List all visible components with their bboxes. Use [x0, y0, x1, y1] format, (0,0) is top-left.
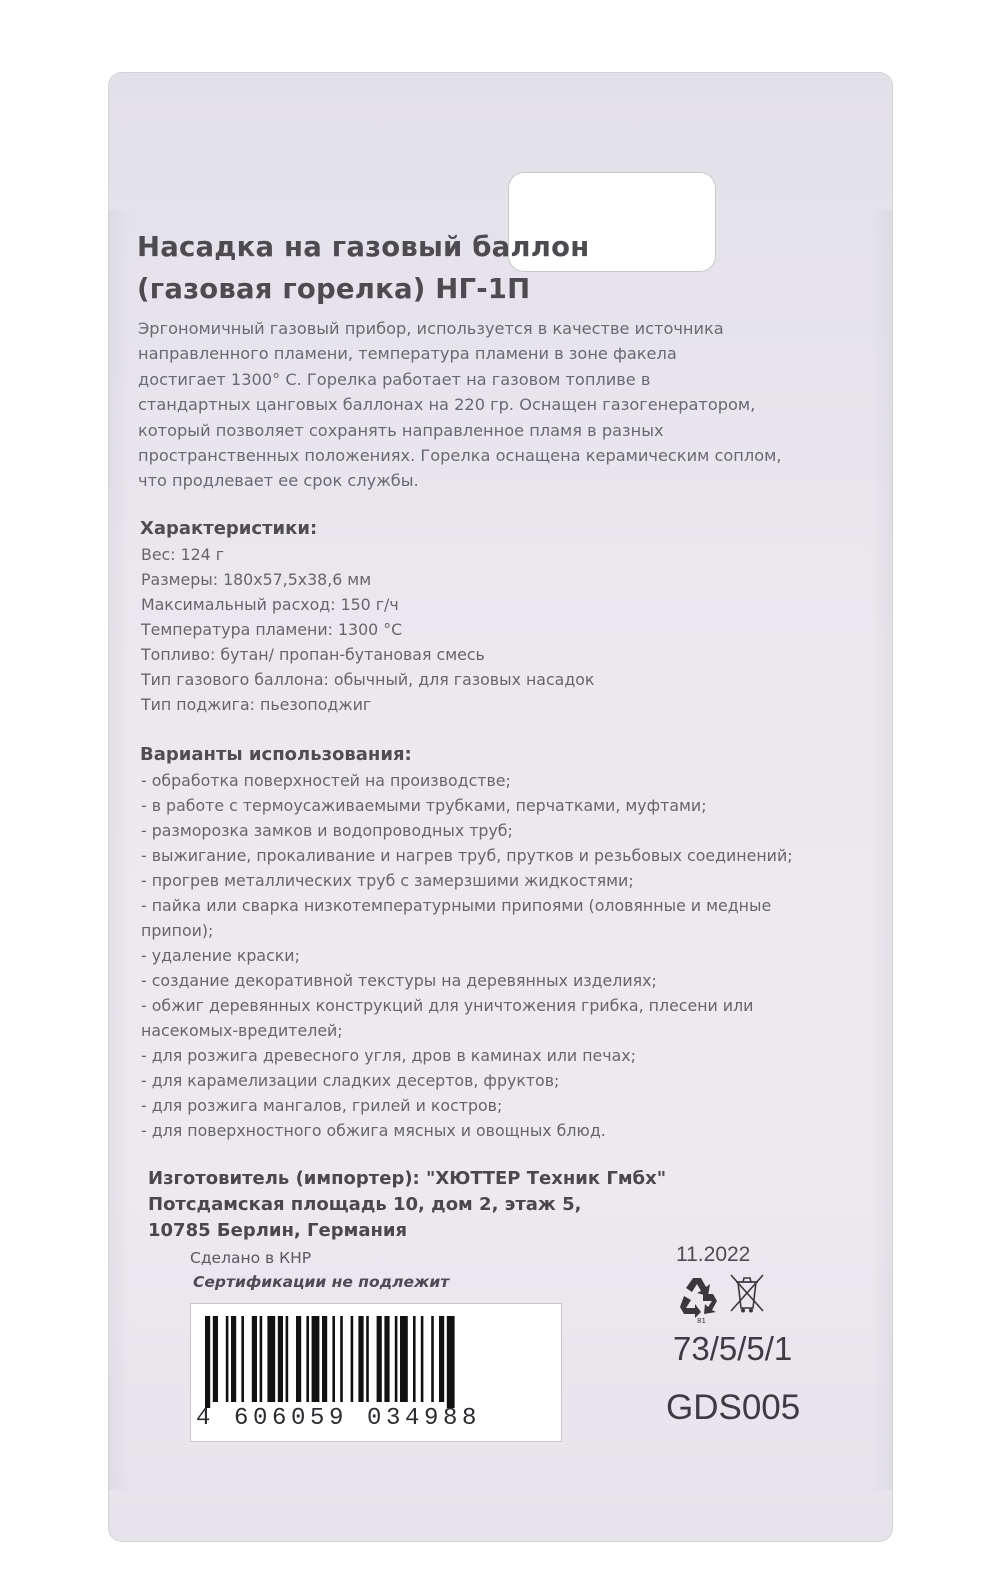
- barcode-bar: [377, 1316, 382, 1402]
- description-line: стандартных цанговых баллонах на 220 гр. Оснащен газогенератором,: [138, 395, 756, 415]
- barcode-bar: [286, 1316, 289, 1402]
- barcode-number: 4 606059 034988: [196, 1405, 482, 1432]
- barcode-bar: [260, 1316, 263, 1402]
- barcode-bar: [395, 1316, 398, 1402]
- barcode-bar: [226, 1316, 229, 1402]
- left-edge-shadow: [108, 210, 130, 1490]
- barcode-bar: [332, 1316, 335, 1402]
- barcode-bar: [322, 1316, 327, 1402]
- specs-heading: Характеристики:: [140, 518, 318, 539]
- barcode-bar: [400, 1316, 408, 1402]
- title-line-1: Насадка на газовый баллон: [137, 231, 590, 263]
- description-line: Эргономичный газовый прибор, используется в качестве источника: [138, 319, 724, 338]
- use-item: - разморозка замков и водопроводных труб;: [141, 821, 513, 840]
- use-item: - создание декоративной текстуры на деревянных изделиях;: [141, 971, 657, 990]
- product-title: [137, 226, 857, 310]
- use-item: - для розжига древесного угля, дров в каминах или печах;: [141, 1046, 636, 1065]
- crossed-bin-icon: [728, 1272, 766, 1314]
- barcode-bar: [278, 1316, 283, 1402]
- use-item: - обжиг деревянных конструкций для уничтожения грибка, плесени или насекомых-вредителей;: [141, 996, 754, 1040]
- specs-list: [141, 542, 594, 717]
- barcode-bar: [358, 1316, 363, 1402]
- production-date: 11.2022: [676, 1243, 751, 1266]
- barcode-bar: [306, 1316, 309, 1402]
- recycle-icon: [675, 1274, 725, 1324]
- description-line: который позволяет сохранять направленное пламя в разных: [138, 420, 664, 440]
- barcode-bar: [447, 1316, 455, 1408]
- manufacturer-address: Потсдамская площадь 10, дом 2, этаж 5,: [148, 1194, 582, 1215]
- spec-item: Размеры: 180х57,5х38,6 мм: [141, 570, 372, 589]
- title-line-2: (газовая горелка) НГ-1П: [137, 273, 531, 305]
- barcode-bar: [384, 1316, 389, 1402]
- barcode-bar: [340, 1316, 343, 1402]
- barcode-bar: [296, 1316, 301, 1402]
- use-item: - для поверхностного обжига мясных и овощных блюд.: [141, 1121, 606, 1140]
- manufacturer-line: Изготовитель (импортер): "ХЮТТЕР Техник Гмбх": [148, 1168, 667, 1189]
- barcode-bar: [231, 1316, 236, 1402]
- barcode-bar: [351, 1316, 354, 1402]
- made-in-label: Сделано в КНР: [190, 1249, 312, 1267]
- manufacturer-info: [148, 1166, 666, 1244]
- manufacturer-city: 10785 Берлин, Германия: [148, 1220, 408, 1241]
- use-item: - для розжига мангалов, грилей и костров;: [141, 1096, 503, 1115]
- use-item: - в работе с термоусаживаемыми трубками, перчатками, муфтами;: [141, 796, 707, 815]
- barcode-bar: [431, 1316, 434, 1402]
- description-line: направленного пламени, температура пламени в зоне факела: [138, 344, 677, 364]
- barcode-bar: [413, 1316, 416, 1402]
- description-line: что продлевает ее срок службы.: [138, 471, 419, 491]
- uses-heading: Варианты использования:: [140, 744, 412, 765]
- spec-item: Вес: 124 г: [141, 545, 225, 564]
- use-item: - обработка поверхностей на производстве;: [141, 771, 511, 790]
- barcode-bars: [201, 1316, 551, 1408]
- barcode-bar: [366, 1316, 369, 1402]
- barcode-bar: [252, 1316, 257, 1402]
- use-item: - удаление краски;: [141, 946, 300, 965]
- barcode-bar: [205, 1316, 210, 1408]
- uses-list: [141, 768, 831, 1143]
- description-line: пространственных положениях. Горелка оснащена керамическим соплом,: [138, 446, 782, 466]
- spec-item: Температура пламени: 1300 °С: [141, 620, 403, 639]
- spec-item: Тип поджига: пьезоподжиг: [141, 695, 372, 714]
- use-item: - для карамелизации сладких десертов, фруктов;: [141, 1071, 560, 1090]
- batch-code: 73/5/5/1: [673, 1330, 793, 1367]
- description-line: достигает 1300° С. Горелка работает на газовом топливе в: [138, 369, 651, 389]
- certification-note: Сертификации не подлежит: [193, 1273, 450, 1291]
- sku-code: GDS005: [666, 1388, 801, 1427]
- spec-item: Максимальный расход: 150 г/ч: [141, 595, 399, 614]
- spec-item: Топливо: бутан/ пропан-бутановая смесь: [141, 645, 485, 664]
- recycle-code: 81: [697, 1317, 706, 1324]
- spec-item: Тип газового баллона: обычный, для газовых насадок: [141, 670, 595, 689]
- barcode-bar: [267, 1316, 275, 1402]
- product-description: [138, 316, 898, 494]
- use-item: - пайка или сварка низкотемпературными припоями (оловянные и медные припои);: [141, 896, 772, 940]
- barcode-bar: [241, 1316, 244, 1402]
- barcode-bar: [421, 1316, 424, 1402]
- use-item: - прогрев металлических труб с замерзшими жидкостями;: [141, 871, 634, 890]
- barcode-bar: [312, 1316, 320, 1402]
- barcode-bar: [439, 1316, 444, 1402]
- use-item: - выжигание, прокаливание и нагрев труб, прутков и резьбовых соединений;: [141, 846, 793, 865]
- barcode-bar: [213, 1316, 218, 1402]
